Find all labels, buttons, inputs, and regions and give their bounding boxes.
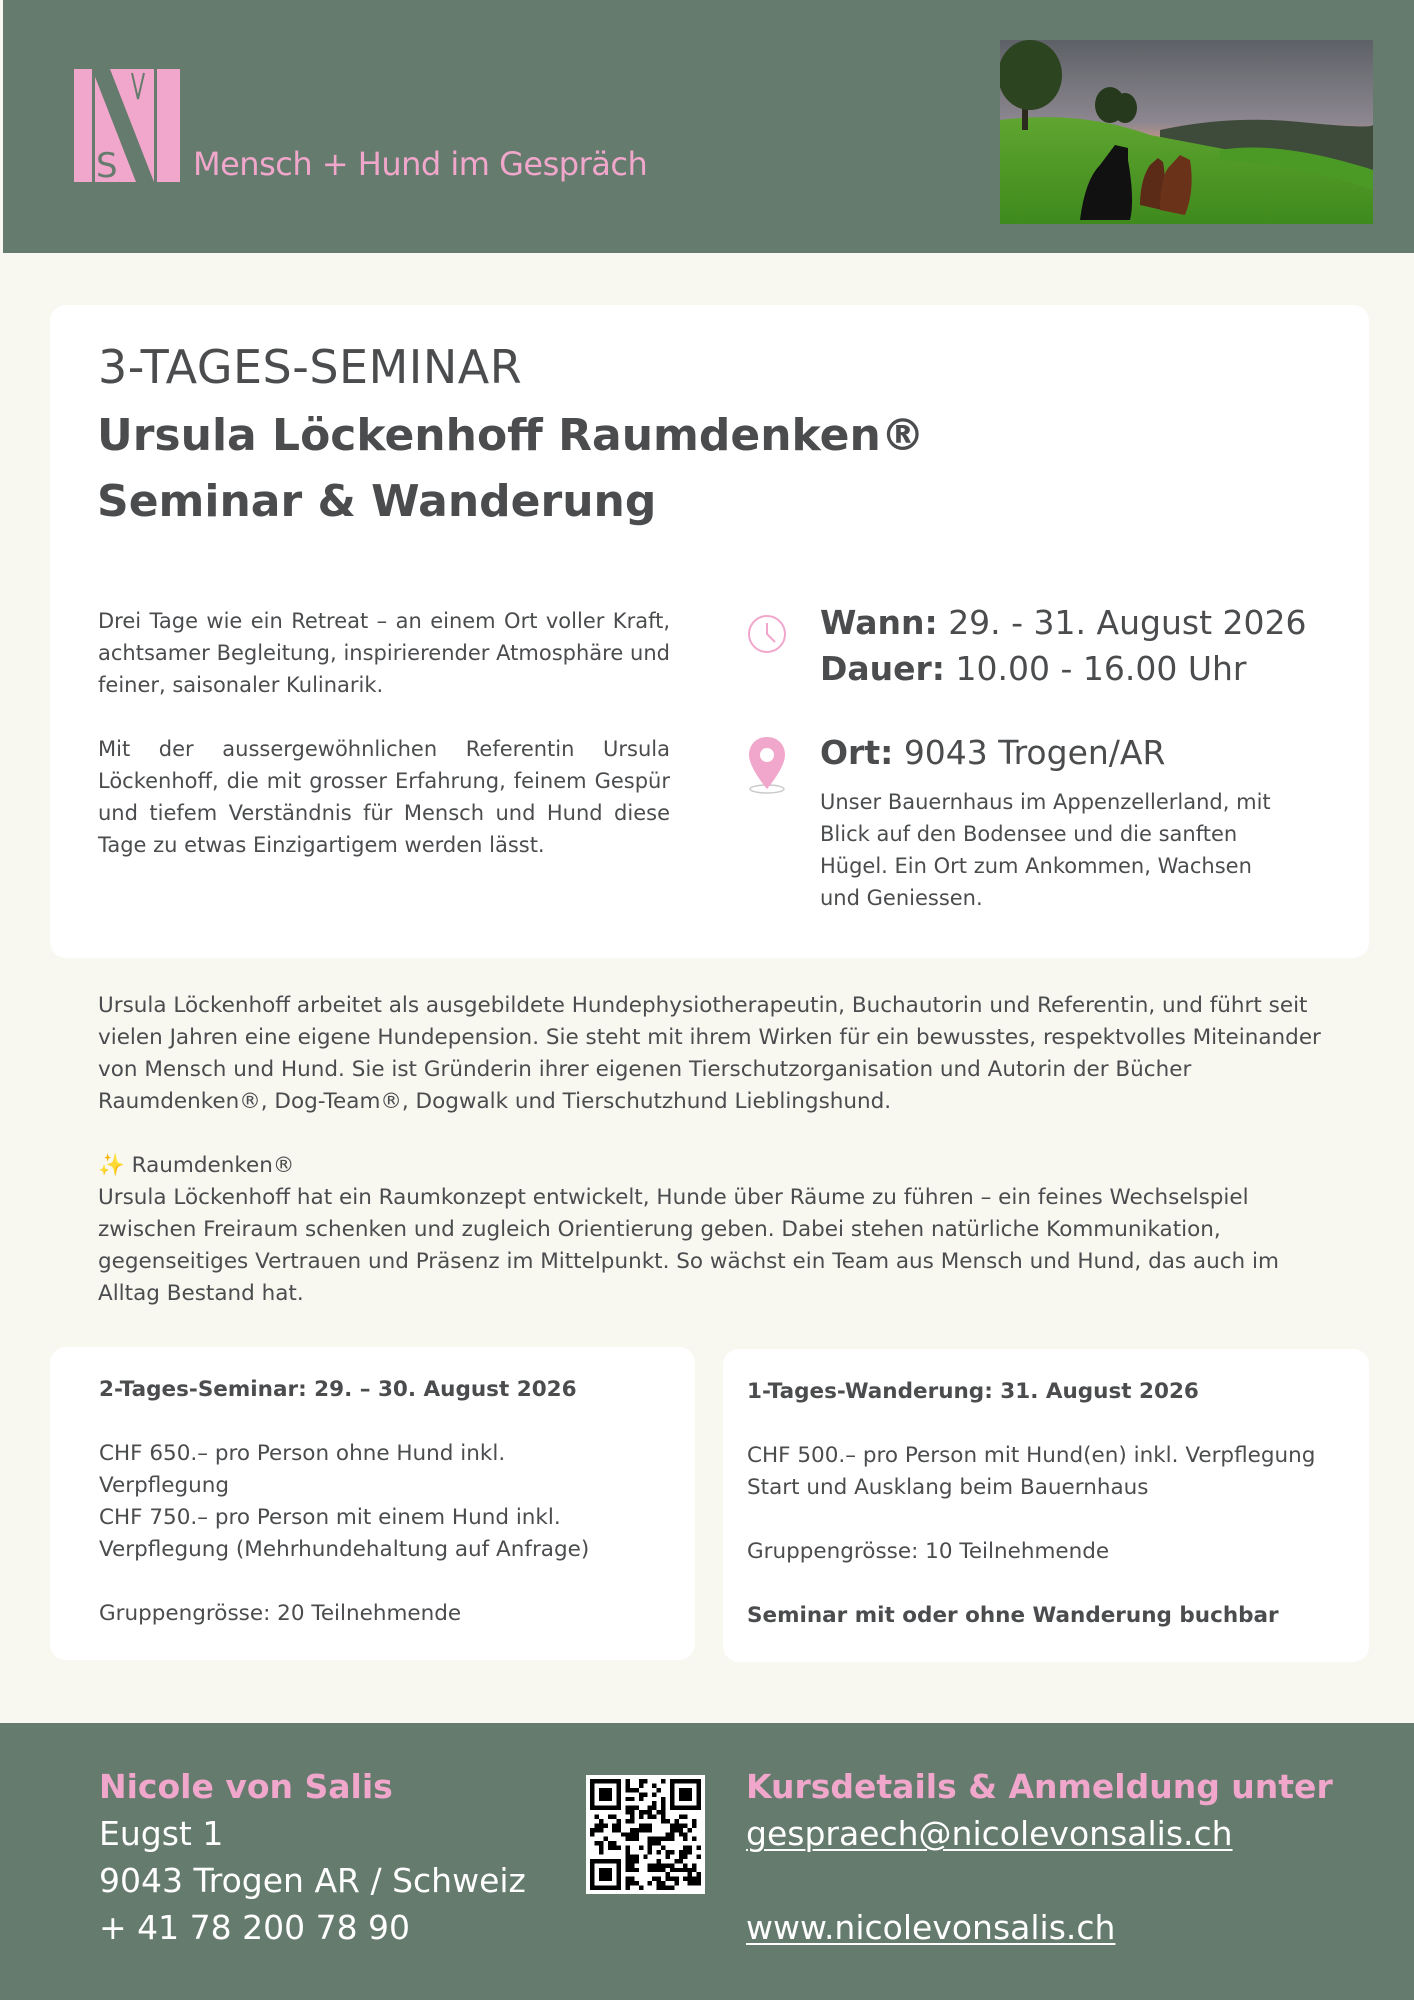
- qr-code[interactable]: [586, 1775, 705, 1894]
- duration-value: 10.00 - 16.00 Uhr: [955, 649, 1247, 688]
- offer-price-line: CHF 750.– pro Person mit einem Hund inkl. Verpflegung (Mehrhundehaltung auf Anfrage): [99, 1505, 590, 1562]
- where-value: 9043 Trogen/AR: [903, 733, 1166, 772]
- event-kicker: 3-TAGES-SEMINAR: [98, 340, 523, 394]
- where-label: Ort:: [820, 733, 894, 772]
- raumdenken-heading: [98, 1150, 1338, 1182]
- event-title-line1: Ursula Löckenhoff Raumdenken®: [97, 410, 925, 461]
- when-line: [820, 600, 1306, 646]
- offer-group-size: Gruppengrösse: 10 Teilnehmende: [747, 1539, 1110, 1564]
- nvs-logo: [74, 69, 180, 182]
- sparkles-icon: ✨: [98, 1153, 125, 1178]
- header-banner: [3, 0, 1414, 253]
- where-line: [820, 730, 1280, 776]
- offer-group-size: Gruppengrösse: 20 Teilnehmende: [99, 1601, 462, 1626]
- email-link[interactable]: gespraech@nicolevonsalis.ch: [746, 1814, 1233, 1853]
- registration-cta: Kursdetails & Anmeldung unter: [746, 1767, 1333, 1806]
- offer-title: 1-Tages-Wanderung: 31. August 2026: [747, 1379, 1199, 1404]
- contact-address: [99, 1763, 526, 1951]
- footer: [0, 1723, 1414, 2000]
- tagline: Mensch + Hund im Gespräch: [193, 145, 648, 183]
- bio-text: Ursula Löckenhoff arbeitet als ausgebildete Hundephysiotherapeutin, Buchautorin und Referentin, und führt seit vielen Jahren eine eigene Hundepension. Sie steht mit ihrem Wirken für ein bewusstes, respektvolles Miteinander von Mensch und Hund. Sie ist Gründerin ihrer eigenen Tierschutzorganisation und Autorin der Bücher Raumdenken®, Dog-Team®, Dogwalk und Tierschutzhund Lieblingshund.: [98, 993, 1321, 1114]
- event-intro: [98, 605, 670, 861]
- qr-code-icon: [590, 1779, 701, 1890]
- offer-price-line: CHF 500.– pro Person mit Hund(en) inkl. Verpflegung: [747, 1443, 1316, 1468]
- when-label: Wann:: [820, 603, 938, 642]
- contact-city: 9043 Trogen AR / Schweiz: [99, 1861, 526, 1900]
- map-pin-icon: [745, 735, 789, 797]
- event-card: [50, 305, 1369, 958]
- duration-label: Dauer:: [820, 649, 946, 688]
- contact-phone[interactable]: + 41 78 200 78 90: [99, 1908, 411, 1947]
- when-block: [820, 600, 1306, 692]
- booking-note: Seminar mit oder ohne Wanderung buchbar: [747, 1603, 1279, 1628]
- clock-icon: [745, 612, 789, 656]
- raumdenken-title: Raumdenken®: [131, 1153, 295, 1178]
- raumdenken-text: Ursula Löckenhoff hat ein Raumkonzept entwickelt, Hunde über Räume zu führen – ein feines Wechselspiel zwischen Freiraum schenken und zugleich Orientierung geben. Dabei stehen natürliche Kommunikation, gegenseitiges Vertrauen und Präsenz im Mittelpunkt. So wächst ein Team aus Mensch und Hund, das auch im Alltag Bestand hat.: [98, 1185, 1279, 1306]
- svg-text:S: S: [96, 146, 118, 182]
- speaker-bio: [98, 990, 1338, 1310]
- offer-price-line: CHF 650.– pro Person ohne Hund inkl. Verpflegung: [99, 1441, 506, 1498]
- raumdenken-section: [98, 1150, 1338, 1310]
- when-value: 29. - 31. August 2026: [948, 603, 1307, 642]
- dogs-landscape-photo: [1000, 40, 1373, 224]
- event-title-line2: Seminar & Wanderung: [97, 476, 657, 527]
- offer-card-hike: [723, 1349, 1369, 1662]
- contact-street: Eugst 1: [99, 1814, 224, 1853]
- offer-title: 2-Tages-Seminar: 29. – 30. August 2026: [99, 1377, 577, 1402]
- offer-price-line: Start und Ausklang beim Bauernhaus: [747, 1475, 1149, 1500]
- where-description: Unser Bauernhaus im Appenzellerland, mit Blick auf den Bodensee und die sanften Hügel. Ein Ort zum Ankommen, Wachsen und Geniessen.: [820, 790, 1271, 910]
- duration-line: [820, 646, 1306, 692]
- where-block: [820, 730, 1280, 914]
- intro-paragraph: Mit der aussergewöhnlichen Referentin Ursula Löckenhoff, die mit grosser Erfahrung, feinem Gespür und tiefem Verständnis für Mensch und Hund diese Tage zu etwas Einzigartigem werden lässt.: [98, 737, 670, 857]
- registration-links: [746, 1763, 1333, 1951]
- website-link[interactable]: www.nicolevonsalis.ch: [746, 1908, 1116, 1947]
- contact-name: Nicole von Salis: [99, 1767, 393, 1806]
- event-title: [97, 403, 925, 535]
- offer-card-seminar: [50, 1347, 695, 1660]
- intro-paragraph: Drei Tage wie ein Retreat – an einem Ort voller Kraft, achtsamer Begleitung, inspirierender Atmosphäre und feiner, saisonaler Kulinarik.: [98, 609, 670, 697]
